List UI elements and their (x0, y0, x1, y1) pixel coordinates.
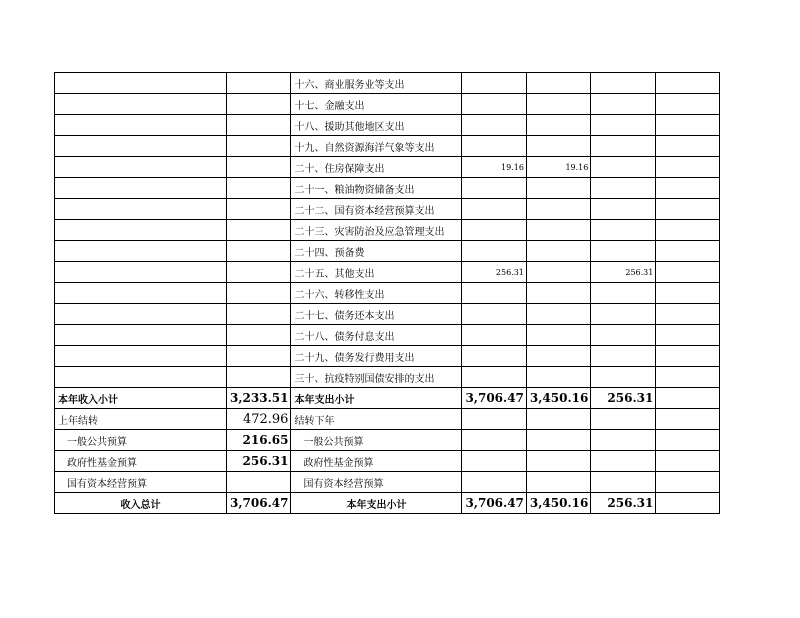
empty-cell (227, 115, 291, 136)
expense-item-fund (591, 241, 656, 262)
empty-cell (227, 94, 291, 115)
empty-cell (227, 220, 291, 241)
empty-cell (462, 451, 526, 472)
empty-cell (656, 241, 720, 262)
empty-cell (462, 430, 526, 451)
expense-item-name: 二十五、其他支出 (291, 262, 462, 283)
expense-items-body (55, 73, 720, 388)
expense-item-fund (591, 367, 656, 388)
empty-cell (656, 409, 720, 430)
expense-item-row (55, 178, 720, 199)
expense-item-general (526, 241, 590, 262)
empty-cell (227, 157, 291, 178)
empty-cell (55, 136, 227, 157)
expense-subtotal-label: 本年支出小计 (291, 388, 462, 409)
empty-cell (55, 178, 227, 199)
grand-total-row (55, 493, 720, 514)
expense-item-name: 二十一、粮油物资储备支出 (291, 178, 462, 199)
next-year-carry-label: 结转下年 (291, 409, 462, 430)
expense-total-general: 3,450.16 (526, 493, 590, 514)
empty-cell (227, 283, 291, 304)
empty-cell (526, 472, 590, 493)
expense-item-name: 十八、援助其他地区支出 (291, 115, 462, 136)
empty-cell (55, 199, 227, 220)
expense-item-total (462, 325, 526, 346)
empty-cell (656, 451, 720, 472)
expense-item-general (526, 136, 590, 157)
expense-item-row (55, 73, 720, 94)
empty-cell (656, 136, 720, 157)
expense-fund-budget-label: 政府性基金预算 (291, 451, 462, 472)
expense-subtotal-fund: 256.31 (591, 388, 656, 409)
empty-cell (462, 409, 526, 430)
empty-cell (462, 472, 526, 493)
expense-item-name: 二十四、预备费 (291, 241, 462, 262)
expense-item-total: 19.16 (462, 157, 526, 178)
expense-item-fund (591, 304, 656, 325)
empty-cell (227, 262, 291, 283)
income-total-label: 收入总计 (55, 493, 227, 514)
empty-cell (55, 73, 227, 94)
empty-cell (656, 346, 720, 367)
empty-cell (227, 346, 291, 367)
expense-item-name: 二十九、债务发行费用支出 (291, 346, 462, 367)
expense-item-row (55, 199, 720, 220)
empty-cell (656, 178, 720, 199)
expense-item-row (55, 346, 720, 367)
income-state-capital-value (227, 472, 291, 493)
expense-item-total (462, 178, 526, 199)
expense-subtotal-total: 3,706.47 (462, 388, 526, 409)
expense-item-general (526, 283, 590, 304)
expense-item-fund (591, 94, 656, 115)
expense-item-general (526, 262, 590, 283)
expense-item-fund (591, 157, 656, 178)
income-fund-budget-label: 政府性基金预算 (55, 451, 227, 472)
empty-cell (656, 304, 720, 325)
empty-cell (227, 136, 291, 157)
carry-detail-row (55, 451, 720, 472)
budget-table (54, 72, 720, 514)
expense-item-name: 十六、商业服务业等支出 (291, 73, 462, 94)
empty-cell (526, 409, 590, 430)
empty-cell (591, 472, 656, 493)
expense-item-name: 二十、住房保障支出 (291, 157, 462, 178)
expense-item-total (462, 94, 526, 115)
empty-cell (656, 115, 720, 136)
empty-cell (55, 304, 227, 325)
expense-item-general (526, 325, 590, 346)
empty-cell (55, 325, 227, 346)
expense-item-fund (591, 115, 656, 136)
expense-item-total (462, 304, 526, 325)
empty-cell (656, 367, 720, 388)
expense-item-name: 十九、自然资源海洋气象等支出 (291, 136, 462, 157)
expense-item-fund (591, 220, 656, 241)
income-state-capital-label: 国有资本经营预算 (55, 472, 227, 493)
expense-item-name: 二十八、债务付息支出 (291, 325, 462, 346)
income-general-budget-value: 216.65 (227, 430, 291, 451)
expense-item-total (462, 283, 526, 304)
expense-item-total (462, 73, 526, 94)
carry-detail-row (55, 472, 720, 493)
carry-over-row (55, 409, 720, 430)
expense-item-general (526, 115, 590, 136)
expense-item-fund (591, 346, 656, 367)
expense-total-label: 本年支出小计 (291, 493, 462, 514)
expense-item-row (55, 325, 720, 346)
expense-item-name: 二十六、转移性支出 (291, 283, 462, 304)
empty-cell (55, 262, 227, 283)
expense-item-general (526, 367, 590, 388)
expense-item-general (526, 304, 590, 325)
expense-item-name: 二十七、债务还本支出 (291, 304, 462, 325)
expense-subtotal-general: 3,450.16 (526, 388, 590, 409)
expense-item-row (55, 367, 720, 388)
expense-item-fund: 256.31 (591, 262, 656, 283)
empty-cell (656, 388, 720, 409)
expense-item-total (462, 241, 526, 262)
expense-item-name: 三十、抗疫特别国债安排的支出 (291, 367, 462, 388)
empty-cell (55, 346, 227, 367)
empty-cell (591, 451, 656, 472)
income-subtotal-label: 本年收入小计 (55, 388, 227, 409)
empty-cell (656, 430, 720, 451)
empty-cell (656, 262, 720, 283)
empty-cell (656, 493, 720, 514)
empty-cell (227, 73, 291, 94)
expense-item-total (462, 136, 526, 157)
expense-item-fund (591, 178, 656, 199)
expense-item-row (55, 283, 720, 304)
expense-item-row (55, 157, 720, 178)
expense-state-capital-label: 国有资本经营预算 (291, 472, 462, 493)
expense-item-total (462, 220, 526, 241)
expense-item-general: 19.16 (526, 157, 590, 178)
income-general-budget-label: 一般公共预算 (55, 430, 227, 451)
empty-cell (55, 367, 227, 388)
empty-cell (55, 220, 227, 241)
expense-item-general (526, 94, 590, 115)
empty-cell (227, 367, 291, 388)
summary-body (55, 388, 720, 514)
expense-item-row (55, 94, 720, 115)
expense-item-general (526, 73, 590, 94)
empty-cell (227, 178, 291, 199)
empty-cell (656, 157, 720, 178)
expense-total-total: 3,706.47 (462, 493, 526, 514)
expense-item-row (55, 241, 720, 262)
empty-cell (227, 241, 291, 262)
expense-item-general (526, 220, 590, 241)
empty-cell (55, 283, 227, 304)
empty-cell (656, 73, 720, 94)
carry-detail-row (55, 430, 720, 451)
expense-item-total (462, 346, 526, 367)
expense-general-budget-label: 一般公共预算 (291, 430, 462, 451)
prev-year-carry-value: 472.96 (227, 409, 291, 430)
expense-item-name: 二十二、国有资本经营预算支出 (291, 199, 462, 220)
expense-item-total (462, 367, 526, 388)
income-subtotal-value: 3,233.51 (227, 388, 291, 409)
subtotal-row (55, 388, 720, 409)
expense-item-row (55, 115, 720, 136)
expense-item-fund (591, 136, 656, 157)
empty-cell (656, 472, 720, 493)
empty-cell (591, 430, 656, 451)
empty-cell (656, 283, 720, 304)
empty-cell (591, 409, 656, 430)
expense-item-general (526, 199, 590, 220)
expense-item-fund (591, 283, 656, 304)
expense-item-total (462, 115, 526, 136)
empty-cell (656, 199, 720, 220)
expense-total-fund: 256.31 (591, 493, 656, 514)
expense-item-total: 256.31 (462, 262, 526, 283)
empty-cell (656, 220, 720, 241)
empty-cell (526, 451, 590, 472)
expense-item-general (526, 346, 590, 367)
empty-cell (55, 115, 227, 136)
expense-item-row (55, 262, 720, 283)
expense-item-row (55, 304, 720, 325)
empty-cell (227, 199, 291, 220)
prev-year-carry-label: 上年结转 (55, 409, 227, 430)
empty-cell (55, 94, 227, 115)
empty-cell (656, 94, 720, 115)
empty-cell (55, 241, 227, 262)
empty-cell (227, 325, 291, 346)
expense-item-fund (591, 199, 656, 220)
expense-item-name: 十七、金融支出 (291, 94, 462, 115)
empty-cell (227, 304, 291, 325)
expense-item-row (55, 220, 720, 241)
empty-cell (656, 325, 720, 346)
empty-cell (526, 430, 590, 451)
income-fund-budget-value: 256.31 (227, 451, 291, 472)
income-total-value: 3,706.47 (227, 493, 291, 514)
expense-item-total (462, 199, 526, 220)
expense-item-fund (591, 325, 656, 346)
expense-item-row (55, 136, 720, 157)
expense-item-fund (591, 73, 656, 94)
expense-item-general (526, 178, 590, 199)
expense-item-name: 二十三、灾害防治及应急管理支出 (291, 220, 462, 241)
empty-cell (55, 157, 227, 178)
